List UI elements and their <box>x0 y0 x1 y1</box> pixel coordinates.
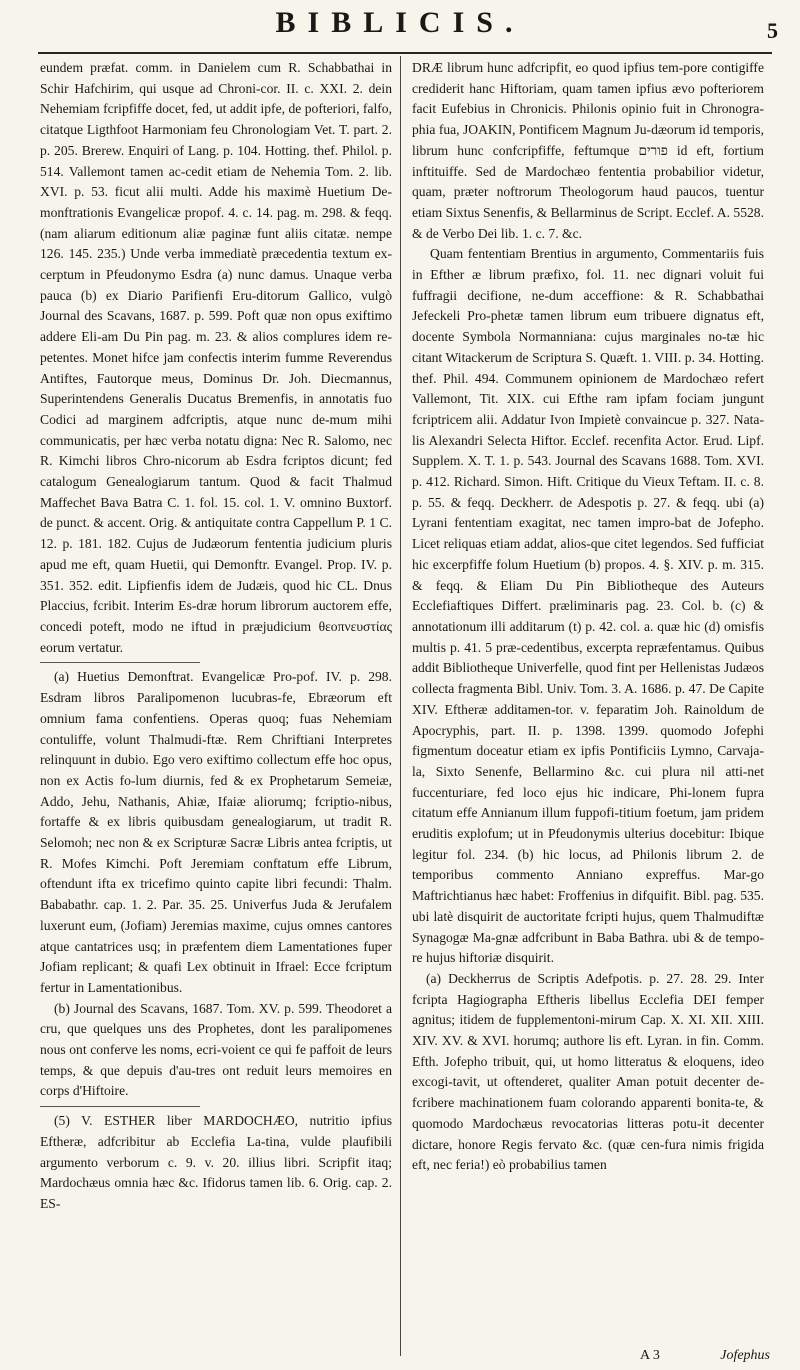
header-rule <box>38 52 772 54</box>
right-footnote-a: (a) Deckherrus de Scriptis Adefpotis. p. 27. 28. 29. Inter fcripta Hagiographa Eftheris libellus Ecclefia DEI femper agnitus; itidem de fupplementoni-mirum Cap. X. XI. XII. XIII. XIV. XV. & XVI. horumq; authore lis eft. Lyran. in fin. Comm. Efth. Jofepho tribuit, qui, ut homo litteratus & eloquens, ideo excogi-tavit, ut oftenderet, qualiter Aman potuit decenter de-fcribere machinationem fuam colorando apparenti bonita-te, & quomodo Mardochæus revocatorias litteras potu-it decenter dictare, honore Regis fervato &c. (quæ cen-fura nimis frigida eft, nec feria!) eò probabilius tamen <box>412 970 764 1173</box>
column-divider <box>400 56 401 1356</box>
left-section-esther: (5) V. ESTHER liber MARDOCHÆO, nutritio ipfius Eftheræ, adfcribitur ab Ecclefia La-tina, vulde plaufibili argumento verborum c. 9. v. 20. illius libri. Scripfit itaq; Mardochæus omnia hæc &c. Ifidorus tamen lib. 6. Orig. cap. 2. ES- <box>40 1113 392 1211</box>
page-number: 5 <box>767 18 778 43</box>
footnote-separator <box>40 662 200 663</box>
running-title: BIBLICIS. <box>275 6 525 39</box>
right-column <box>412 58 764 1348</box>
section-separator <box>40 1106 200 1107</box>
left-column <box>40 58 392 1348</box>
signature-mark: A 3 <box>640 1348 660 1363</box>
left-footnote-a: (a) Huetius Demonftrat. Evangelicæ Pro-pof. IV. p. 298. Esdram libros Paralipomenon lucubras-fe, Ebræorum eft omnium fama confentiens. Operas quoq; fuas Nehemiam contuliffe, volunt Thalmudi-ftæ. Rem Chriftiani Interpretes relinquunt in dubio. Ego vero exiftimo collectum effe hoc opus, non ex Actis fo-lum diurnis, fed & ex Prophetarum Semeiæ, Addo, Jehu, Nathanis, Ahiæ, Ifaiæ aliorumq; fcriptio-nibus, fortaffe & ex libris quibusdam genealogiarum, ut tradit R. Selomoh; nec non & ex Scripturæ Sacræ Libris antea fcriptis, ut R. Mofes Kimchi. Poft Jeremiam conftatum effe Librum, oftendunt ifta ex tricefimo quinto capite libri fecundi: Thalm. Bababathr. cap. 1. 2. Par. 35. 25. Univerfus Juda & Jerufalem luxerunt eum, (Jofiam) Jeremias maxime, cujus omnes cantores atque cantatrices usq; in præfentem diem Lamentationes fuper Jofiam replicant; & quafi Lex obtinuit in Ifrael: Ecce fcriptum fertur in Lamentationibus. <box>40 669 392 995</box>
left-paragraph-main: eundem præfat. comm. in Danielem cum R. Schabbathai in Schir Hafchirim, qui usque ad Chroni-cor. II. c. XXI. 2. dein Nehemiam fcripfiffe docet, fed, ut addit ipfe, de pofteriori, falfo, citatque Ligthfoot Harmoniam feu Chronologiam Vet. T. part. 2. p. 205. Brerew. Enquiri of Lang. p. 104. Hotting. thef. Philol. p. 514. Vallemont tamen ac-cedit etiam de Nehemia Tom. 2. lib. XVI. p. 53. ficut alii multi. Adde his maximè Huetium De-monftrationis Evangelicæ propof. 4. c. 14. pag. m. 298. & feqq. (nam aliarum editionum aliæ paginæ funt aliis citatæ. nempe 126. 145. 235.) Unde verba immediatè præcedentia textum ex-cerptum in Pfeudonymo Esdra (a) nunc damus. Unaque verba pauca (b) ex Diario Parifienfi Eru-ditorum Gallico, vulgò Journal des Scavans, 1687. p. 599. Poft quæ non opus exiftimo addere Eli-am Du Pin pag. m. 23. & alios complures idem re-petentes. Monet hifce jam confectis interim fumme Reverendus Antiftes, Fautorque meus, Dominus Dr. Joh. Diecmannus, Superintendens Generalis Ducatus Bremenfis, in annotatis fuo Codici ad marginem adfcriptis, atque nunc de-mum mihi communicatis, per hæc verba notatu digna: Nec R. Salomo, nec R. Kimchi libros Chro-nicorum ab Esdra fcriptos dicunt; fed catalogum Genealogiarum tantum. Quod & facit Thalmud Maffechet Bava Batra C. 1. fol. 15. col. 1. V. omnino Buxtorf. de punct. & accent. Orig. & antiquitate contra Cappellum P. 1 C. 12. p. 181. 182. Cujus de Judæorum fententia judicium pluris apud me eft, quam Huetii, qui Demonftr. Evangel. Prop. IV. p. 351. 352. edit. Lipfienfis idem de Judæis, quod hic CL. Dnus Placcius, fcribit. Interim Es-dræ horum librorum auctorem effe, concedi poteft, modo ne iftud in præjudicium θεοπνευστίας eorum vertatur. <box>40 60 392 655</box>
catchword: Jofephus <box>720 1348 770 1363</box>
right-paragraph-1: DRÆ librum hunc adfcripfit, eo quod ipfius tem-pore contigiffe crediderit hanc Hiftoriam, quam tamen ipfius ævo pofteriorem facit Eufebius in Chronicis. Philonis opinio fuit in Chronogra-phia fua, JOAKIN, Pontificem Magnum Ju-dæorum id temporis, librum hunc confcripfiffe, feftumque פורים id eft, fortium inftituiffe. Sed de Mardochæo fententia probabilior videtur, quam, præter noftrorum Theologorum haud paucos, tuentur etiam Sixtus Senenfis, & Bellarminus de Script. Ecclef. A. 5528. & de Verbo Dei lib. 1. c. 7. &c. <box>412 60 764 241</box>
right-paragraph-2: Quam fententiam Brentius in argumento, Commentariis fuis in Efther æ librum præfixo, fol. 11. nec dignari voluit fui fuffragii decifione, ne-dum acceffione: & R. Schabbathai Jefeckeli Pro-phetæ tamen librum eum tribuere dignatus eft, docente Symbola Normanniana: cujus marginales no-tæ hic citant Witackerum de Scriptura S. Quæft. 1. VIII. p. 34. Hotting. thef. Phil. 494. Communem opinionem de Mardochæo refert Vallemont, Tit. XIX. cui Efthe ram ipfam fociam jungunt fcriptricem alii. Addatur Ivon Impietè convaincue p. 327. Nata-lis Alexandri Selecta Hiftor. Ecclef. recenfita Actor. Erud. Lipf. Supplem. X. T. 1. p. 543. Journal des Scavans 1688. Tom. XVI. p. 412. Richard. Simon. Hift. Critique du Vieux Teftam. II. c. 8. p. 55. & feqq. Deckherr. de Adespotis p. 27. & feqq. ubi (a) Lyrani fententiam exagitat, nec tamen impro-bat de Jofepho. Licet reliquas etiam addat, alios-que citet legendos. Sed fufficiat hic excerpfiffe folum Huetium (b) propos. 4. §. XIV. p. m. 315. & feqq. & Eliam Du Pin Bibliotheque des Auteurs Ecclefiaftiques Differt. præliminaris pag. 23. Col. b. (c) & annotationum illi additarum (t) p. 42. col. a. quæ hic (d) omisfis multis p. 41. 5 præ-cedentibus, excerpta repræfentamus. Quibus addit Bibliotheque Univerfelle, quod fint per Hellenistas Judæos collecta fragmenta Bibl. Univ. Tom. 3. A. 1686. p. 47. De Capite XIV. Eftheræ additamen-tor. v. feparatim Joh. Rainoldum de Apocryphis, part. II. p. 1398. 1399. quomodo Jofephi figmentum doceatur etiam ex ipfis Pontificiis Lymno, Carvaja-la, Sixto Senenfe, Bellarmino &c. cui plura nil atti-net fuccenturiare, fed loco ejus hic indicare, Phi-lonem fupra citatum effe Annianum illum fuppofi-titium foetum, jam pridem eruditis explofum; ut in Pfeudonymis ulterius docebitur: Ibique legitur fol. 234. (b) hic locus, ad Philonis librum 2. de temporibus commento Anniano expreffus. Mar-go Maftrichtianus hæc habet: Froffenius in difquifit. Bibl. pag. 535. ubi latè disquirit de auctoritate fcripti hujus, quem Thalmudiftæ Synagogæ Ma-gnæ adfcribunt in Baba Bathra. ubi & de tempo-re hujus hiftoriæ disquirit. <box>412 246 764 966</box>
left-footnote-b: (b) Journal des Scavans, 1687. Tom. XV. p. 599. Theodoret a cru, que quelques uns des Prophetes, dont les paralipomenes nous ont conferve les noms, ecri-voient ce qui fe paffoit de leurs temps, & que depuis d'au-tres ont reduit leurs memoires en corps d'Hiftoire. <box>40 1000 392 1099</box>
